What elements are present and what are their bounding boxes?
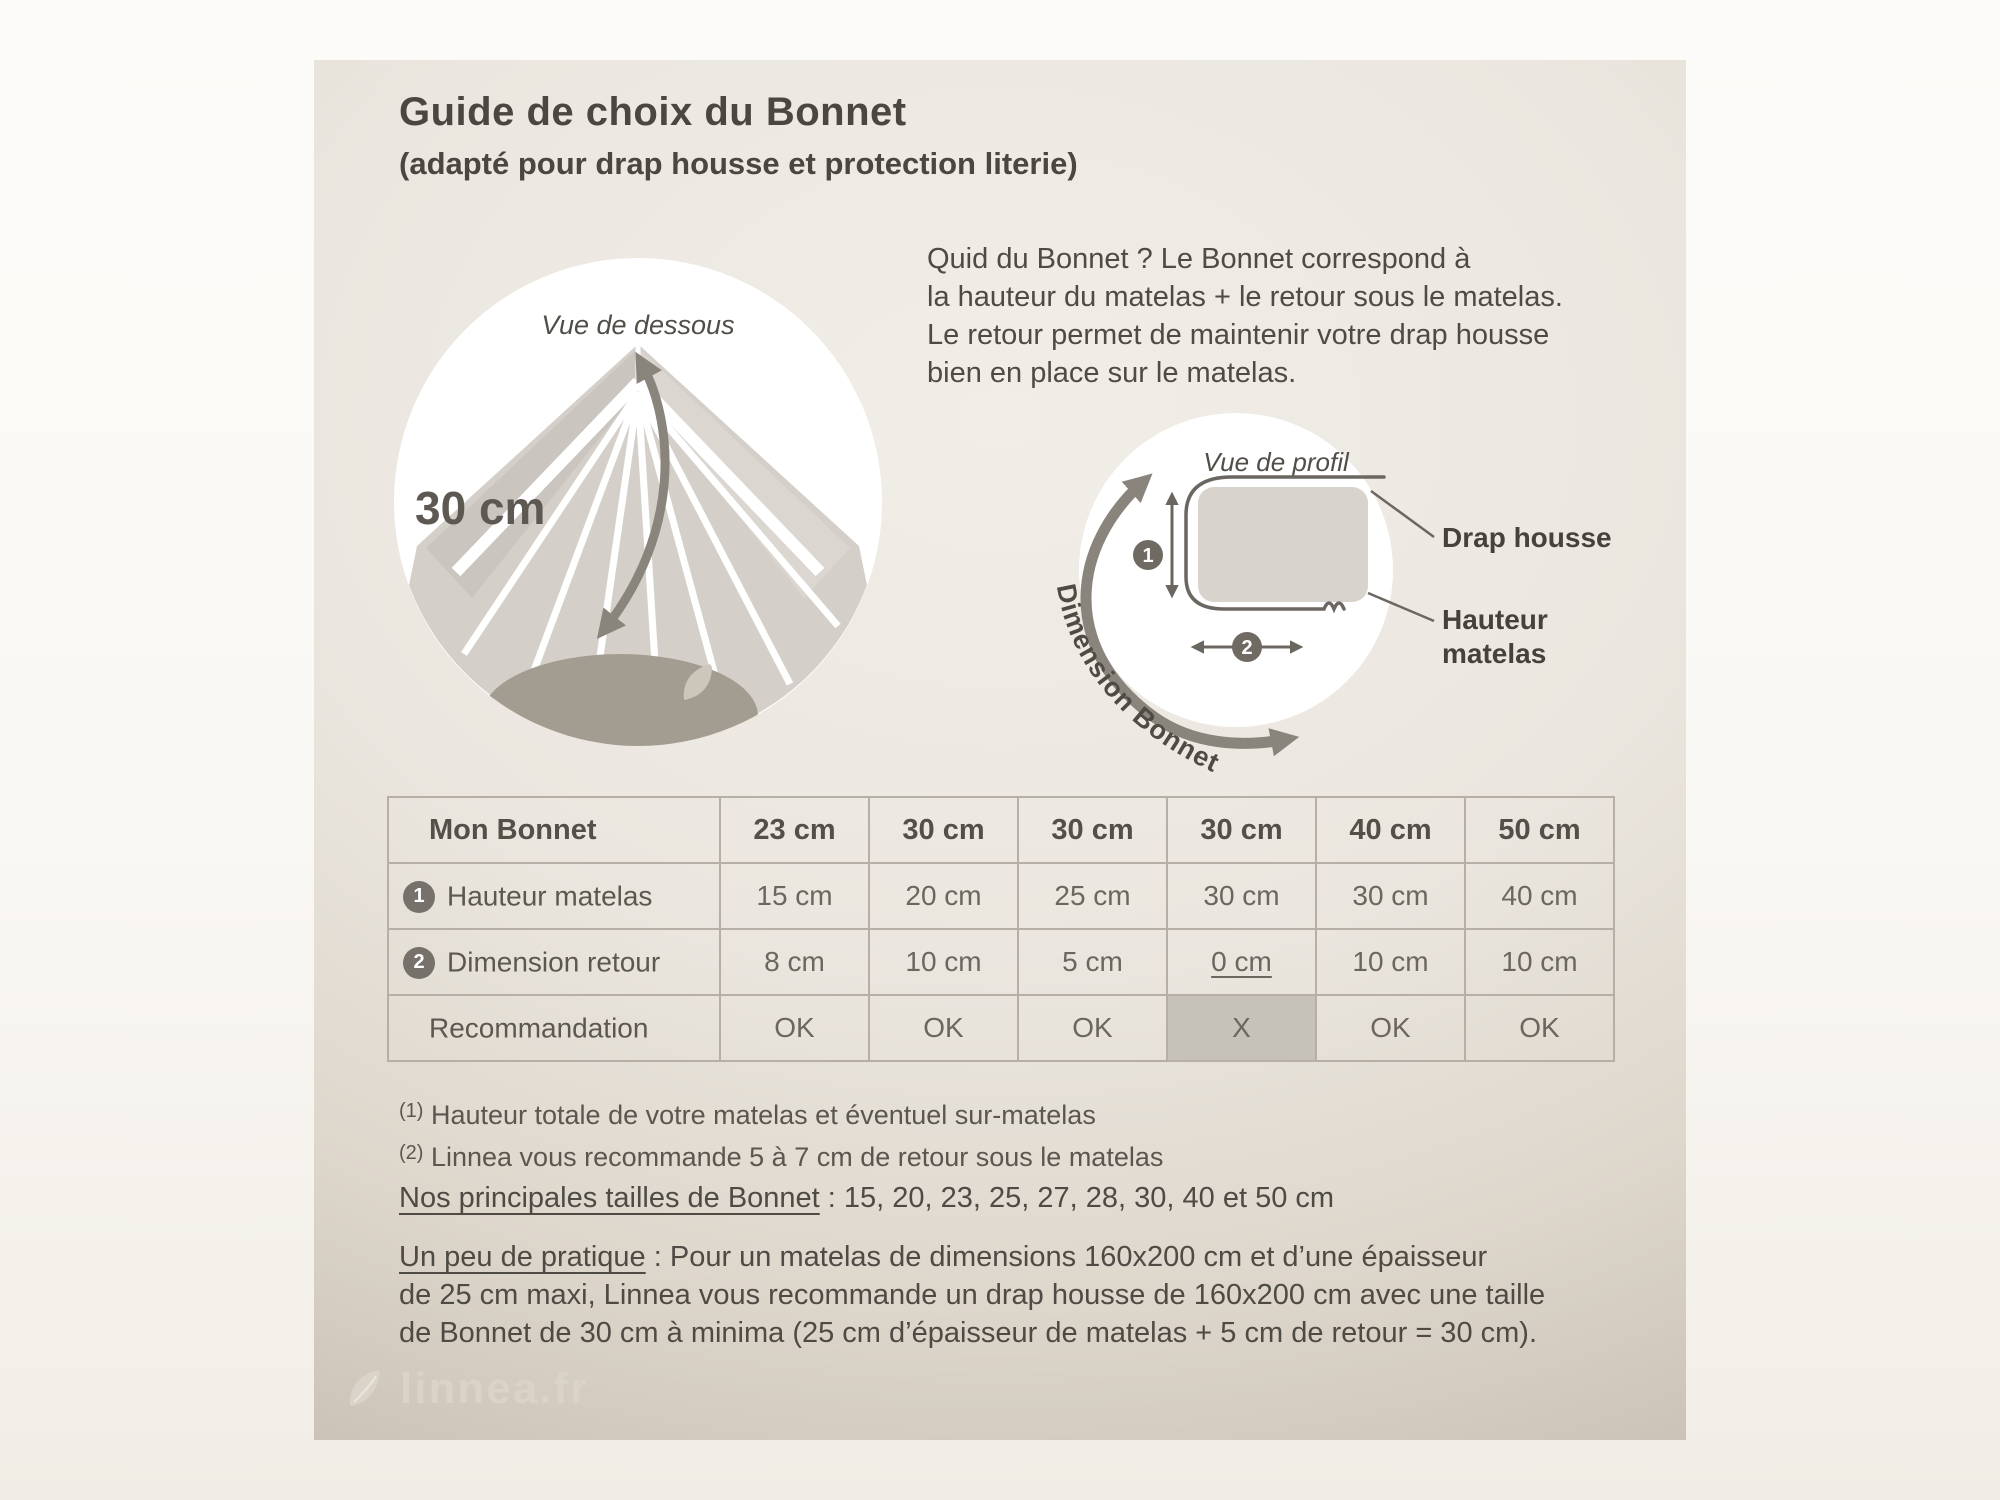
table-cell: 8 cm (720, 929, 869, 995)
table-cell: 40 cm (1465, 863, 1614, 929)
row-recommandation (388, 995, 1614, 1061)
table-cell: 10 cm (1316, 929, 1465, 995)
table-cell: 20 cm (869, 863, 1018, 929)
intro-line: Le retour permet de maintenir votre drap housse (927, 319, 1550, 351)
hauteur-matelas-label-line2: matelas (1442, 638, 1547, 669)
header-col-1: 23 cm (720, 797, 869, 863)
marker-2-label: 2 (1241, 637, 1253, 659)
badge-1: 1 (403, 881, 435, 913)
bottom-view-diagram (392, 256, 884, 748)
header-col-6: 50 cm (1465, 797, 1614, 863)
intro-paragraph (927, 240, 1647, 392)
table-cell: 10 cm (869, 929, 1018, 995)
table-cell: OK (720, 995, 869, 1061)
brand-logo (342, 1364, 589, 1414)
table-cell: OK (1018, 995, 1167, 1061)
table-cell: OK (1316, 995, 1465, 1061)
table-header-row (388, 797, 1614, 863)
bonnet-table (387, 796, 1615, 1062)
practice-line-1-text: : Pour un matelas de dimensions 160x200 cm et d’une épaisseur (645, 1241, 1488, 1273)
row-label-dimension-retour (388, 929, 720, 995)
footnote-1-text: Hauteur totale de votre matelas et éventuel sur-matelas (430, 1100, 1096, 1130)
intro-line: bien en place sur le matelas. (927, 357, 1297, 389)
row-label-text: Hauteur matelas (447, 880, 653, 912)
drap-housse-label: Drap housse (1442, 522, 1612, 553)
logo-text: linnea.fr (400, 1364, 590, 1413)
footnote-2-text: Linnea vous recommande 5 à 7 cm de retour sous le matelas (430, 1142, 1164, 1172)
table-cell: 5 cm (1018, 929, 1167, 995)
profile-view-diagram (1036, 395, 1656, 805)
table-cell: 30 cm (1316, 863, 1465, 929)
header-col-3: 30 cm (1018, 797, 1167, 863)
practice-label: Un peu de pratique (399, 1241, 646, 1273)
practice-line-3: de Bonnet de 30 cm à minima (25 cm d’épaisseur de matelas + 5 cm de retour = 30 cm). (399, 1317, 1537, 1349)
row-label-hauteur-matelas (388, 863, 720, 929)
table-cell: OK (869, 995, 1018, 1061)
intro-line: la hauteur du matelas + le retour sous le matelas. (927, 281, 1563, 313)
practice-line-1 (399, 1238, 1545, 1276)
table-cell: 25 cm (1018, 863, 1167, 929)
guide-card (314, 60, 1686, 1440)
page-subtitle: (adapté pour drap housse et protection literie) (399, 146, 1078, 181)
measure-label: 30 cm (415, 482, 546, 534)
table-cell-not-recommended: X (1167, 995, 1316, 1061)
header-col-2: 30 cm (869, 797, 1018, 863)
practice-line-2: de 25 cm maxi, Linnea vous recommande un drap housse de 160x200 cm avec une taille (399, 1279, 1546, 1311)
sizes-label: Nos principales tailles de Bonnet (399, 1182, 820, 1214)
row-label-text: Recommandation (429, 1012, 649, 1044)
sizes-line (399, 1182, 1334, 1215)
footnote-2-marker: (2) (399, 1142, 424, 1164)
footnote-2 (399, 1134, 1163, 1176)
footnote-1 (399, 1092, 1163, 1134)
page-title: Guide de choix du Bonnet (399, 90, 907, 134)
footnotes (399, 1092, 1163, 1176)
practice-paragraph (399, 1238, 1545, 1352)
badge-2: 2 (403, 947, 435, 979)
sizes-values: : 15, 20, 23, 25, 27, 28, 30, 40 et 50 cm (819, 1182, 1335, 1214)
row-label-text: Dimension retour (447, 946, 661, 978)
bottom-view-caption: Vue de dessous (541, 310, 735, 340)
header-mon-bonnet: Mon Bonnet (388, 797, 720, 863)
row-dimension-retour (388, 929, 1614, 995)
dimension-bonnet-label: Dimension Bonnet (1050, 581, 1225, 779)
intro-line: Quid du Bonnet ? Le Bonnet correspond à (927, 243, 1471, 275)
hauteur-matelas-label-line1: Hauteur (1442, 604, 1548, 635)
table-cell: 10 cm (1465, 929, 1614, 995)
row-hauteur-matelas (388, 863, 1614, 929)
row-label-recommandation (388, 995, 720, 1061)
marker-1-label: 1 (1142, 545, 1154, 567)
table-cell: 30 cm (1167, 863, 1316, 929)
leaf-icon (342, 1366, 388, 1412)
profile-view-caption: Vue de profil (1203, 447, 1349, 477)
table-cell-underlined: 0 cm (1167, 929, 1316, 995)
header-col-4: 30 cm (1167, 797, 1316, 863)
table-cell: 15 cm (720, 863, 869, 929)
mattress-profile (1198, 487, 1368, 602)
footnote-1-marker: (1) (399, 1100, 424, 1122)
table-cell: OK (1465, 995, 1614, 1061)
header-col-5: 40 cm (1316, 797, 1465, 863)
